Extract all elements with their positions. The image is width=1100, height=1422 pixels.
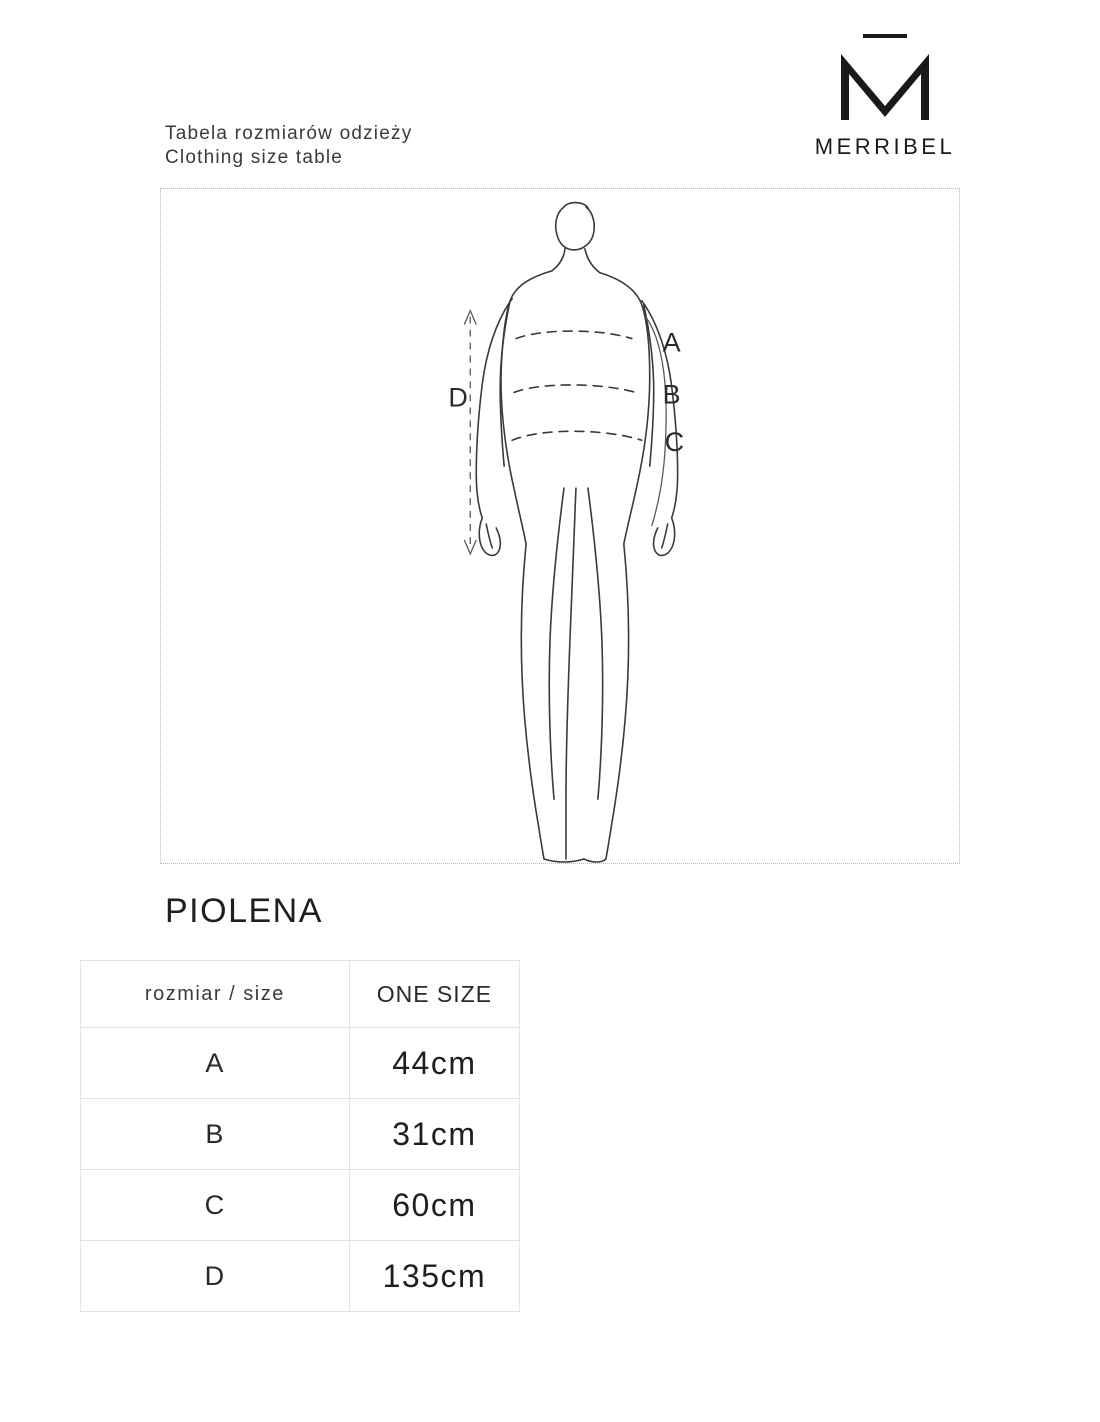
table-header-row (81, 961, 520, 1028)
row-value-cell (349, 1170, 519, 1241)
table-header-one-size (349, 961, 519, 1028)
measurement-label-b: B (662, 379, 681, 410)
row-label-cell (81, 1170, 350, 1241)
measurement-label-a: A (662, 327, 681, 358)
row-value-text: 44cm (392, 1044, 477, 1081)
measurement-label-d: D (448, 382, 468, 413)
table-row (81, 1170, 520, 1241)
measurement-label-c: C (664, 427, 685, 458)
row-label-text: B (205, 1118, 225, 1149)
product-name: PIOLENA (165, 892, 323, 930)
figure-frame (160, 188, 960, 864)
table-header-size-label (81, 961, 350, 1028)
row-label-text: A (205, 1047, 225, 1078)
size-table (80, 960, 520, 1312)
table-row (81, 1099, 520, 1170)
page-title (165, 122, 412, 170)
row-label-cell (81, 1241, 350, 1312)
header-label-text: rozmiar / size (144, 982, 285, 1005)
row-label-cell (81, 1099, 350, 1170)
row-value-cell (349, 1099, 519, 1170)
row-value-cell (349, 1028, 519, 1099)
row-value-text: 31cm (392, 1115, 477, 1152)
female-body-silhouette-icon (161, 189, 959, 863)
brand-logo (790, 28, 980, 160)
row-value-text: 60cm (392, 1186, 477, 1223)
header-value-text: ONE SIZE (376, 980, 493, 1007)
row-label-text: D (204, 1260, 226, 1291)
row-value-cell (349, 1241, 519, 1312)
table-row (81, 1241, 520, 1312)
table-row (81, 1028, 520, 1099)
title-polish: Tabela rozmiarów odzieży (165, 123, 413, 144)
merribel-m-logo-icon (825, 28, 945, 128)
row-label-text: C (204, 1189, 226, 1220)
row-label-cell (81, 1028, 350, 1099)
row-value-text: 135cm (382, 1257, 487, 1294)
brand-name: MERRIBEL (814, 134, 956, 159)
title-english: Clothing size table (165, 146, 344, 168)
